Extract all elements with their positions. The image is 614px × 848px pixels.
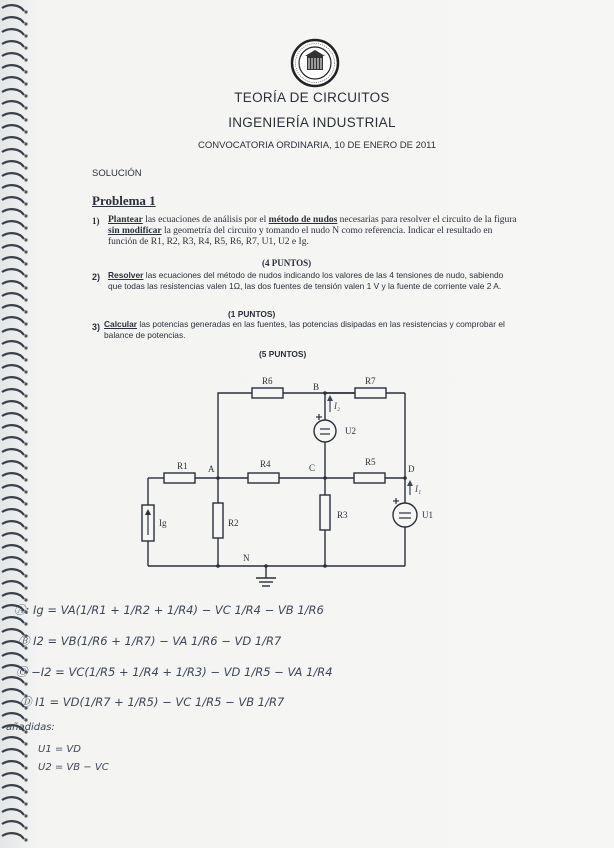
question-2-number: 2) — [92, 272, 101, 282]
question-2-lead: Resolver — [108, 270, 144, 280]
degree-title: INGENIERÍA INDUSTRIAL — [228, 115, 396, 130]
question-3-body: las potencias generadas en las fuentes, las potencias disipadas en las resistencias y comprobar el balance de potencias. — [104, 319, 505, 340]
question-1-keep: sin modificar — [108, 226, 162, 236]
resistor-r7 — [355, 388, 386, 398]
label-node-n: N — [243, 553, 250, 563]
question-1-points: (4 PUNTOS) — [262, 258, 312, 268]
question-1-lead: Plantear — [108, 215, 143, 225]
resistor-r4 — [248, 473, 279, 483]
handwritten-equation-node-b: Ⓑ I2 = VB(1/R6 + 1/R7) − VA 1/R6 − VD 1/R7 — [18, 634, 282, 648]
resistor-r6 — [252, 388, 283, 398]
question-2-points: (1 PUNTOS) — [228, 309, 276, 319]
question-3-lead: Calcular — [104, 319, 138, 329]
handwritten-equation-node-c: Ⓒ −I2 = VC(1/R5 + 1/R4 + 1/R3) − VD 1/R5 − VA 1/R4 — [16, 665, 333, 679]
question-1-text-a: las ecuaciones de análisis por el — [142, 215, 269, 225]
label-r2: R2 — [228, 518, 239, 528]
label-u1: U1 — [422, 510, 433, 520]
resistor-r5 — [354, 473, 385, 483]
question-1-number: 1) — [92, 216, 100, 226]
handwritten-extra-equation-1: U1 = VD — [38, 744, 81, 755]
label-r5: R5 — [365, 457, 376, 467]
label-r7: R7 — [365, 376, 376, 386]
resistor-r1 — [164, 473, 195, 483]
label-node-c: C — [309, 463, 316, 473]
question-1-method: método de nudos — [268, 215, 338, 225]
resistor-r3 — [320, 495, 330, 530]
handwritten-equation-node-a: Ⓐ: Ig = VA(1/R1 + 1/R2 + 1/R4) − VC 1/R4 − VB 1/R6 — [14, 603, 324, 617]
course-title: TEORÍA DE CIRCUITOS — [234, 90, 390, 105]
label-i1: I₁ — [415, 484, 422, 494]
label-node-d: D — [408, 464, 415, 474]
question-1-text-c: la geometría del circuito y tomando el nudo N como referencia. Indicar el resultado en función de R1, R2, R3, R4, R5, R6, R7, U1, U2 e Ig. — [108, 226, 493, 247]
label-r3: R3 — [337, 510, 348, 520]
label-r4: R4 — [260, 459, 271, 469]
label-node-b: B — [313, 382, 320, 392]
question-3-number: 3) — [92, 322, 101, 332]
handwritten-extra-equation-2: U2 = VB − VC — [38, 762, 109, 773]
solution-label: SOLUCIÓN — [92, 168, 142, 179]
label-r1: R1 — [177, 461, 188, 471]
resistor-r2 — [213, 503, 223, 538]
label-r6: R6 — [262, 376, 273, 386]
question-2-body: las ecuaciones del método de nudos indicando los valores de las 4 tensiones de nudo, sabiendo que todas las resistencias valen 1Ω, las dos fuentes de tensión valen 1 V y la fuente de corriente vale 2 A. — [108, 270, 504, 291]
handwritten-added-label: añadidas: — [6, 722, 55, 733]
question-1-text-b: necesarias para resolver el circuito de la figura — [337, 215, 517, 225]
label-i2: I₂ — [334, 401, 341, 411]
question-3-points: (5 PUNTOS) — [259, 349, 307, 359]
voltage-source-u1 — [393, 503, 417, 527]
label-node-a: A — [208, 464, 215, 474]
label-ig: Ig — [159, 518, 167, 528]
exam-session: CONVOCATORIA ORDINARIA, 10 DE ENERO DE 2011 — [197, 140, 437, 151]
voltage-source-u2 — [314, 420, 336, 442]
problem-title: Problema 1 — [92, 193, 156, 208]
label-u2: U2 — [345, 426, 356, 436]
handwritten-equation-node-d: Ⓓ I1 = VD(1/R7 + 1/R5) − VC 1/R5 − VB 1/R7 — [20, 695, 285, 709]
